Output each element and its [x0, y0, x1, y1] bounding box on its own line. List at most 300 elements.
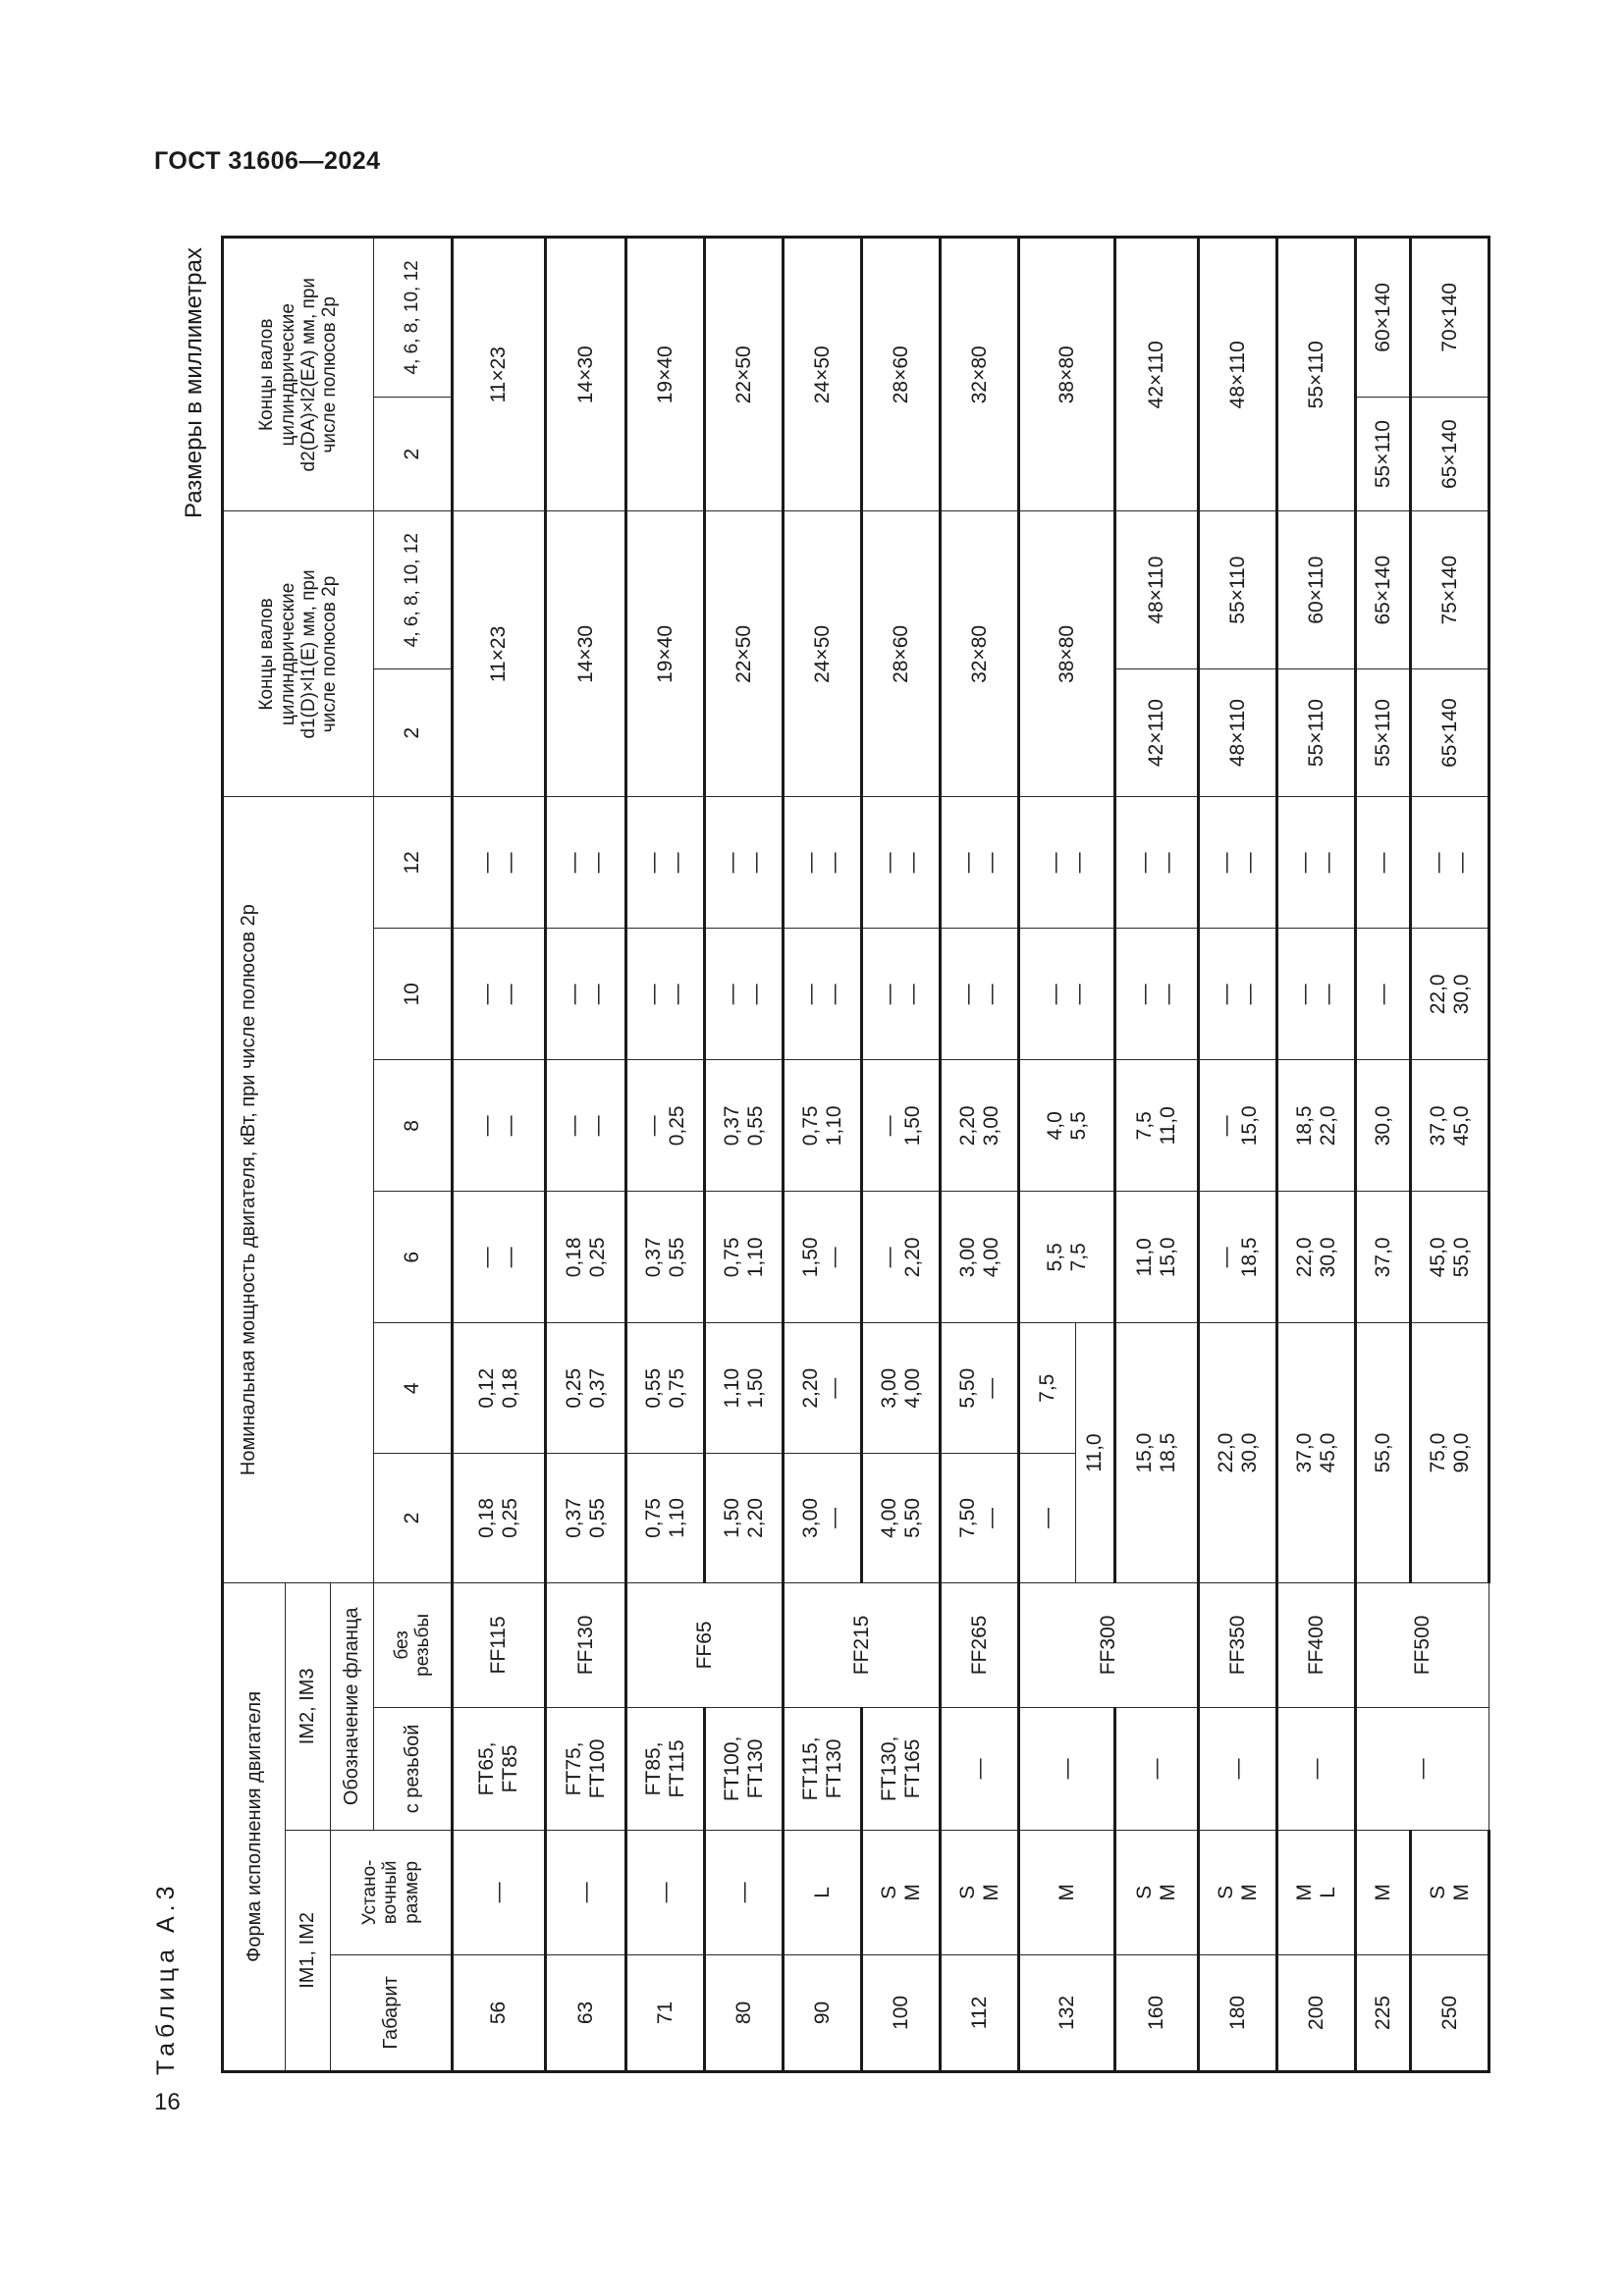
table-cell [626, 1192, 705, 1323]
table-cell: FF265 [941, 1582, 1019, 1707]
cell-line: 1,10 [743, 1237, 767, 1278]
table-cell [705, 1192, 784, 1323]
cell-line: — [1133, 852, 1157, 874]
table-cell: 48×110 [1199, 668, 1277, 797]
cell-line: 5,5 [1066, 1111, 1090, 1141]
table-cell [705, 1454, 784, 1583]
table-cell: 60×140 [1356, 238, 1411, 398]
table-row [784, 238, 862, 2072]
cell-line: — [720, 852, 743, 874]
table-cell [862, 1830, 941, 1954]
cell-line: — [798, 852, 822, 874]
cell-line: — [641, 1115, 665, 1137]
table-cell: 132 [1019, 1954, 1115, 2071]
table-cell [784, 929, 862, 1060]
cell-line: 4,00 [900, 1367, 924, 1409]
cell-line: 2,20 [955, 1105, 979, 1147]
cell-line: 45,0 [1449, 1105, 1473, 1147]
cell-line: — [1237, 852, 1261, 874]
table-cell: 22×50 [705, 511, 784, 797]
cell-line: 4,00 [979, 1237, 1002, 1278]
table-row [1019, 238, 1076, 2072]
table-cell [626, 1454, 705, 1583]
cell-line: — [877, 852, 900, 874]
cell-line: 18,5 [1292, 1105, 1316, 1147]
table-cell [1115, 1060, 1199, 1192]
table-cell: 55,0 [1356, 1323, 1411, 1583]
cell-line: — [955, 852, 979, 874]
cell-line: M [1237, 1884, 1261, 1901]
table-cell [705, 929, 784, 1060]
cell-line: 1,10 [665, 1498, 688, 1538]
cell-line: — [665, 984, 688, 1005]
cell-line: — [499, 1115, 521, 1137]
cell-line: 7,50 [955, 1498, 979, 1538]
cell-line: — [822, 852, 845, 874]
table-cell: 60×110 [1277, 511, 1356, 668]
cell-line: 11,0 [1133, 1238, 1157, 1277]
table-cell [1277, 1060, 1356, 1192]
units-caption: Размеры в миллиметрах [181, 247, 207, 518]
table-cell: FF215 [784, 1582, 941, 1707]
cell-line: FT130 [822, 1738, 845, 1799]
cell-line: — [822, 984, 845, 1005]
table-cell [1411, 1060, 1489, 1192]
cell-line: FT85 [499, 1744, 521, 1793]
cell-line: 3,00 [955, 1237, 979, 1278]
table-cell: 11×23 [453, 511, 546, 797]
cell-line: — [877, 1247, 900, 1268]
cell-line: — [1426, 852, 1449, 874]
cell-line: — [798, 984, 822, 1005]
cell-line: 4,0 [1043, 1111, 1066, 1141]
table-cell [1277, 929, 1356, 1060]
table-cell [626, 1060, 705, 1192]
cell-line: M [1157, 1884, 1179, 1901]
table-row [626, 238, 705, 2072]
cell-line: 0,37 [720, 1105, 743, 1147]
cell-line: FT165 [900, 1738, 924, 1799]
table-cell [1277, 1830, 1356, 1954]
cell-line: — [979, 852, 1002, 874]
table-cell [1411, 929, 1489, 1060]
table-cell [862, 1323, 941, 1454]
table-cell: 24×50 [784, 238, 862, 512]
table-cell: 180 [1199, 1954, 1277, 2071]
cell-line: размер [401, 1860, 422, 1924]
header-row-1 [223, 238, 286, 2072]
table-cell [1019, 797, 1115, 929]
table-cell [546, 929, 626, 1060]
header-shaft2-pole-4-12: 4, 6, 8, 10, 12 [374, 238, 453, 398]
cell-line: 45,0 [1426, 1237, 1449, 1278]
table-cell [862, 1192, 941, 1323]
cell-line: 7,5 [1066, 1243, 1090, 1272]
table-cell: 112 [941, 1954, 1019, 2071]
table-cell [546, 797, 626, 929]
table-cell [862, 1707, 941, 1830]
cell-line: 0,75 [665, 1367, 688, 1409]
header-pole-2: 2 [374, 1454, 453, 1583]
cell-line: — [979, 1377, 1002, 1399]
table-cell: 38×80 [1019, 238, 1115, 512]
cell-line: 2,20 [743, 1498, 767, 1538]
table-cell: 80 [705, 1954, 784, 2071]
table-cell [626, 929, 705, 1060]
cell-line: числе полюсов 2p [319, 575, 341, 733]
table-cell: FF500 [1356, 1582, 1489, 1707]
cell-line: 0,75 [641, 1498, 665, 1538]
cell-line: — [475, 852, 499, 874]
table-row [1356, 238, 1411, 2072]
cell-line: — [1157, 852, 1179, 874]
header-pole-6: 6 [374, 1192, 453, 1323]
table-caption: Таблица А.3 [152, 1881, 180, 2075]
cell-line: FT130, [877, 1735, 900, 1802]
cell-line: 4,00 [877, 1498, 900, 1538]
table-cell [705, 797, 784, 929]
cell-line: M [900, 1884, 924, 1901]
cell-line: FT85, [641, 1741, 665, 1796]
header-power: Номинальная мощность двигателя, кВт, при числе полюсов 2p [223, 797, 374, 1582]
table-cell [1411, 1323, 1489, 1583]
table-cell [453, 1707, 546, 1830]
cell-line: 55,0 [1449, 1237, 1473, 1278]
cell-line: 0,25 [562, 1367, 585, 1409]
cell-line: — [1043, 852, 1066, 874]
cell-line: — [1237, 984, 1261, 1005]
cell-line: — [1157, 984, 1179, 1005]
cell-line: 3,00 [877, 1367, 900, 1409]
cell-line: — [562, 984, 585, 1005]
table-cell [1277, 797, 1356, 929]
table-cell: FF300 [1019, 1582, 1199, 1707]
cell-line: 22,0 [1316, 1105, 1339, 1147]
table-cell [1019, 1060, 1115, 1192]
cell-line: — [641, 852, 665, 874]
cell-line: — [562, 1115, 585, 1137]
cell-line: 90,0 [1449, 1432, 1473, 1473]
header-shaft-1 [223, 511, 374, 797]
cell-line: d1(D)×l1(E) мм, при [298, 569, 319, 739]
cell-line: S [1133, 1885, 1157, 1899]
cell-line: — [1316, 984, 1339, 1005]
table-cell [1115, 1192, 1199, 1323]
cell-line: — [822, 1247, 845, 1268]
table-cell: 42×110 [1115, 668, 1199, 797]
cell-line: — [822, 1377, 845, 1399]
table-cell: 100 [862, 1954, 941, 2071]
table-cell: 55×110 [1356, 668, 1411, 797]
cell-line: — [877, 1115, 900, 1137]
cell-line: 30,0 [1316, 1237, 1339, 1278]
cell-line: — [900, 984, 924, 1005]
cell-line: 0,75 [720, 1237, 743, 1278]
table-row [1199, 238, 1277, 2072]
cell-line: — [1292, 852, 1316, 874]
document-standard-header: ГОСТ 31606—2024 [154, 147, 381, 175]
table-cell [1277, 1192, 1356, 1323]
cell-line: — [585, 852, 609, 874]
cell-line: — [900, 852, 924, 874]
table-cell: — [1277, 1707, 1356, 1830]
table-cell [1115, 797, 1199, 929]
header-pole-12: 12 [374, 797, 453, 929]
table-cell [784, 1707, 862, 1830]
table-cell [626, 797, 705, 929]
table-cell [1199, 797, 1277, 929]
cell-line: — [499, 984, 521, 1005]
table-cell [1277, 1323, 1356, 1583]
table-cell: — [705, 1830, 784, 1954]
cell-line: 0,55 [585, 1498, 609, 1538]
cell-line: M [1292, 1884, 1316, 1901]
table-cell: FF115 [453, 1582, 546, 1707]
table-cell: — [1019, 1707, 1115, 1830]
cell-line: S [1214, 1885, 1237, 1899]
table-cell [1019, 1192, 1115, 1323]
cell-line: 0,55 [641, 1367, 665, 1409]
header-frame: Габарит [331, 1954, 453, 2071]
cell-line: 0,18 [562, 1237, 585, 1278]
cell-line: 7,5 [1133, 1111, 1157, 1141]
header-im1: IM1, IM2 [286, 1830, 331, 2071]
table-cell [546, 1192, 626, 1323]
cell-line: — [499, 1247, 521, 1268]
cell-line: 0,25 [585, 1237, 609, 1278]
header-flange: Обозначение фланца [331, 1582, 374, 1830]
table-cell: — [546, 1830, 626, 1954]
table-cell [1411, 797, 1489, 929]
table-cell: — [1356, 1707, 1489, 1830]
table-row [546, 238, 626, 2072]
table-cell [941, 1830, 1019, 1954]
table-cell: — [1356, 797, 1411, 929]
table-cell [941, 797, 1019, 929]
table-cell: 14×30 [546, 511, 626, 797]
cell-line: — [641, 984, 665, 1005]
header-shaft1-pole-4-12: 4, 6, 8, 10, 12 [374, 511, 453, 668]
cell-line: S [1426, 1885, 1449, 1899]
cell-line: S [877, 1885, 900, 1899]
table-cell: 200 [1277, 1954, 1356, 2071]
cell-line: 0,37 [585, 1367, 609, 1409]
table-cell: — [626, 1830, 705, 1954]
table-cell: — [1356, 929, 1411, 1060]
table-cell [546, 1707, 626, 1830]
header-pole-10: 10 [374, 929, 453, 1060]
cell-line: — [475, 1247, 499, 1268]
page-number: 16 [154, 2089, 181, 2115]
table-cell [453, 1323, 546, 1454]
table-cell [705, 1060, 784, 1192]
table-cell: 56 [453, 1954, 546, 2071]
table-cell: — [941, 1707, 1019, 1830]
cell-line: 0,12 [475, 1367, 499, 1409]
table-cell [1115, 929, 1199, 1060]
cell-line: — [1043, 984, 1066, 1005]
cell-line: 11,0 [1157, 1106, 1179, 1146]
table-cell: FF130 [546, 1582, 626, 1707]
cell-line: — [1066, 852, 1090, 874]
cell-line: 0,25 [499, 1498, 521, 1538]
cell-line: — [585, 984, 609, 1005]
table-cell: FF65 [626, 1582, 784, 1707]
table-cell [784, 1323, 862, 1454]
cell-line: цилиндрические [277, 582, 298, 726]
table-cell: FF350 [1199, 1582, 1277, 1707]
cell-line: 3,00 [979, 1105, 1002, 1147]
table-cell: 55×110 [1277, 668, 1356, 797]
cell-line: — [1066, 984, 1090, 1005]
cell-line: 0,37 [562, 1498, 585, 1538]
cell-line: 1,10 [720, 1367, 743, 1409]
table-cell [784, 1454, 862, 1583]
table-cell [453, 1454, 546, 1583]
table-cell: 32×80 [941, 238, 1019, 512]
header-shaft-2 [223, 238, 374, 512]
cell-line: — [743, 852, 767, 874]
cell-line: S [955, 1885, 979, 1899]
cell-line: 3,00 [798, 1498, 822, 1538]
header-pole-4: 4 [374, 1323, 453, 1454]
cell-line: — [499, 852, 521, 874]
cell-line: — [955, 984, 979, 1005]
cell-line: — [1214, 984, 1237, 1005]
table-cell: 38×80 [1019, 511, 1115, 797]
table-cell [705, 1707, 784, 1830]
table-cell [862, 929, 941, 1060]
cell-line: 1,10 [822, 1105, 845, 1147]
cell-line: 0,18 [499, 1367, 521, 1409]
table-cell: 65×140 [1356, 511, 1411, 668]
table-cell: — [1199, 1707, 1277, 1830]
cell-line: 30,0 [1237, 1432, 1261, 1473]
table-cell [705, 1323, 784, 1454]
cell-line: 18,5 [1157, 1432, 1179, 1473]
table-cell [1199, 1830, 1277, 1954]
cell-line: 37,0 [1292, 1432, 1316, 1473]
table-cell: 11×23 [453, 238, 546, 512]
cell-line: M [1449, 1884, 1473, 1901]
cell-line: — [562, 852, 585, 874]
table-cell: 19×40 [626, 511, 705, 797]
table-cell [546, 1323, 626, 1454]
table-cell: 48×110 [1199, 238, 1277, 512]
cell-line: — [720, 984, 743, 1005]
table-row [941, 238, 1019, 2072]
header-mount [331, 1830, 453, 1954]
table-cell [1199, 1323, 1277, 1583]
table-cell [546, 1454, 626, 1583]
cell-line: 22,0 [1426, 974, 1449, 1015]
cell-line: — [665, 852, 688, 874]
table-cell [1115, 1830, 1199, 1954]
cell-line: 45,0 [1316, 1432, 1339, 1473]
cell-line: Концы валов [256, 598, 278, 711]
table-cell [1199, 1060, 1277, 1192]
table-cell [1411, 1830, 1489, 1954]
table-cell: 71 [626, 1954, 705, 2071]
table-cell [453, 797, 546, 929]
table-cell: 65×140 [1411, 668, 1489, 797]
cell-line: — [475, 984, 499, 1005]
table-cell: 90 [784, 1954, 862, 2071]
cell-line: — [979, 984, 1002, 1005]
table-cell: 55×110 [1199, 511, 1277, 668]
table-cell [1411, 1192, 1489, 1323]
cell-line: 15,0 [1237, 1105, 1261, 1147]
header-form: Форма исполнения двигателя [223, 1582, 286, 2071]
cell-line: — [1449, 852, 1473, 874]
table-cell: 28×60 [862, 511, 941, 797]
table-row [705, 238, 784, 2072]
cell-line: — [475, 1115, 499, 1137]
table-cell [784, 1192, 862, 1323]
table-cell: — [1019, 1454, 1076, 1583]
cell-line: резьбы [412, 1613, 433, 1677]
table-cell: M [1356, 1830, 1411, 1954]
table-cell: 55×110 [1356, 397, 1411, 511]
table-cell: 30,0 [1356, 1060, 1411, 1192]
cell-line: — [1133, 984, 1157, 1005]
table-cell: M [1019, 1830, 1115, 1954]
table-cell: 37,0 [1356, 1192, 1411, 1323]
cell-line: — [979, 1507, 1002, 1528]
table-cell: 75×140 [1411, 511, 1489, 668]
cell-line: 37,0 [1426, 1105, 1449, 1147]
cell-line: — [585, 1115, 609, 1137]
cell-line: — [1316, 852, 1339, 874]
table-cell: 7,5 [1019, 1323, 1076, 1454]
cell-line: FT100, [720, 1735, 743, 1802]
cell-line: 1,50 [798, 1237, 822, 1278]
table-cell: 24×50 [784, 511, 862, 797]
cell-line: 1,50 [720, 1498, 743, 1538]
cell-line: 22,0 [1214, 1432, 1237, 1473]
cell-line: числе полюсов 2p [319, 296, 341, 454]
table-cell: — [453, 1830, 546, 1954]
cell-line: Концы валов [256, 318, 278, 431]
cell-line: — [1214, 1247, 1237, 1268]
cell-line: — [1292, 984, 1316, 1005]
cell-line: 22,0 [1292, 1237, 1316, 1278]
cell-line: L [1316, 1887, 1339, 1898]
header-shaft2-pole-2: 2 [374, 397, 453, 511]
cell-line: вочный [380, 1860, 402, 1925]
cell-line: 5,5 [1043, 1243, 1066, 1272]
table-cell: 250 [1411, 1954, 1489, 2071]
cell-line: — [1214, 852, 1237, 874]
table-cell: 70×140 [1411, 238, 1489, 398]
cell-line: 0,55 [743, 1105, 767, 1147]
cell-line: FT115 [665, 1739, 688, 1798]
table-cell [784, 1060, 862, 1192]
header-shaft1-pole-2: 2 [374, 668, 453, 797]
table-cell [626, 1707, 705, 1830]
table-cell: L [784, 1830, 862, 1954]
table-cell [1115, 1323, 1199, 1583]
table-cell: 14×30 [546, 238, 626, 512]
header-unthreaded [374, 1582, 453, 1707]
table-cell: 48×110 [1115, 511, 1199, 668]
table-cell [626, 1323, 705, 1454]
table-cell: 42×110 [1115, 238, 1199, 512]
cell-line: FT65, [475, 1741, 499, 1796]
cell-line: 0,55 [665, 1237, 688, 1278]
cell-line: 2,20 [798, 1367, 822, 1409]
table-cell [941, 1192, 1019, 1323]
